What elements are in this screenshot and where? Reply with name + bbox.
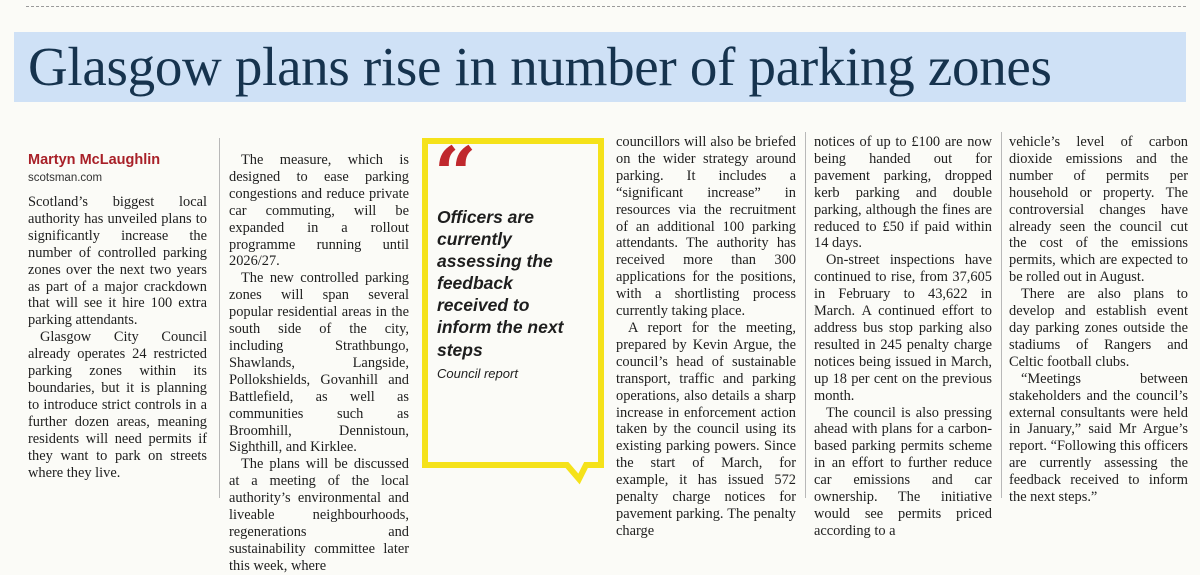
paragraph: There are also plans to develop and establish event day parking zones outside the stadiums of Rangers and Celtic football clubs. xyxy=(1009,286,1188,370)
article-column-5 xyxy=(1009,134,1188,506)
byline-author: Martyn McLaughlin xyxy=(28,152,161,168)
paragraph: “Meetings between stakeholders and the council’s external consultants were held in January,” said Mr Argue’s report. “Following this officers are currently assessing the feedback received to inform the next steps.” xyxy=(1009,370,1188,506)
article-column-3 xyxy=(616,134,796,540)
column-divider xyxy=(1001,132,1002,498)
column-divider xyxy=(219,138,220,498)
paragraph: The new controlled parking zones will span several popular residential areas in the south side of the city, including Strathbungo, Shawlands, Langside, Pollokshields, Govanhill and Battlefield, as well as communities such as Broomhill, Dennistoun, Sighthill, and Kirklee. xyxy=(229,270,409,456)
paragraph: The plans will be discussed at a meeting of the local authority’s environmental and liveable neighbourhoods, regenerations and sustainability committee later this week, where xyxy=(229,456,409,574)
paragraph: On-street inspections have continued to rise, from 37,605 in February to 43,622 in March. A continued effort to address bus stop parking also resulted in 245 penalty charge notices being issued in March, up 18 per cent on the previous month. xyxy=(814,252,992,404)
top-rule xyxy=(26,6,1186,7)
paragraph: A report for the meeting, prepared by Kevin Argue, the council’s head of sustainable transport, traffic and parking operations, also details a sharp increase in enforcement action taken by the council using its existing parking powers. Since the start of March, for example, it has issued 572 penalty charge notices for pavement parking. The penalty charge xyxy=(616,319,796,539)
paragraph: notices of up to £100 are now being handed out for pavement parking, dropped kerb parking and double parking, although the fines are reduced to £50 if paid within 14 days. xyxy=(814,134,992,252)
quote-mark-icon: “ xyxy=(434,132,477,218)
headline: Glasgow plans rise in number of parking zones xyxy=(14,32,1186,102)
paragraph: vehicle’s level of carbon dioxide emissions and the number of permits per household or property. The controversial changes have already seen the council cut the cost of the emissions permits, which are expected to be rolled out in August. xyxy=(1009,134,1188,286)
article-column-1 xyxy=(28,194,207,481)
paragraph: Scotland’s biggest local authority has unveiled plans to significantly increase the number of controlled parking zones over the next two years as part of a major crackdown that will see it hire 100 extra parking attendants. xyxy=(28,194,207,329)
column-divider xyxy=(805,132,806,498)
paragraph: councillors will also be briefed on the wider strategy around parking. It includes a “significant increase” in resources via the recruitment of an additional 100 parking attendants. The authority has received more than 300 applications for the positions, with a shortlisting process currently taking place. xyxy=(616,134,796,320)
article-column-2 xyxy=(229,152,409,575)
paragraph: The measure, which is designed to ease parking congestions and reduce private car commuting, will be expanded in a rollout programme running until 2026/27. xyxy=(229,152,409,270)
article-column-4 xyxy=(814,134,992,540)
paragraph: Glasgow City Council already operates 24 restricted parking zones within its boundaries, but it is planning to introduce strict controls in a further dozen areas, meaning residents will need permits if they want to park on streets where they live. xyxy=(28,329,207,481)
pull-quote-text: Officers are currently assessing the feedback received to inform the next steps xyxy=(437,207,564,360)
byline-source: scotsman.com xyxy=(28,172,103,184)
paragraph: The council is also pressing ahead with plans for a carbon-based parking permits scheme in an effort to further reduce car emissions and car ownership. The initiative would see permits priced according to a xyxy=(814,404,992,539)
pull-quote-attribution: Council report xyxy=(437,366,518,381)
